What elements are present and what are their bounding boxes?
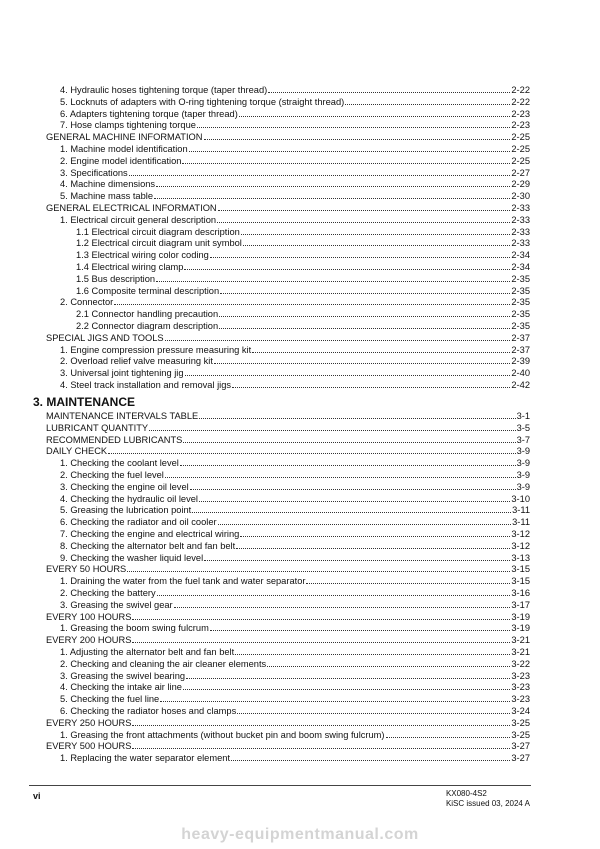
toc-dot-leader — [386, 737, 511, 738]
toc-entry[interactable] — [46, 659, 530, 671]
toc-entry-title: 2. Checking and cleaning the air cleaner elements — [60, 658, 267, 669]
toc-entry-page: 2-25 — [511, 143, 530, 154]
toc-entry[interactable] — [46, 564, 530, 576]
toc-dot-leader — [182, 163, 510, 164]
toc-entry[interactable] — [46, 505, 530, 517]
toc-dot-leader — [241, 234, 511, 235]
toc-dot-leader — [165, 340, 511, 341]
toc-entry[interactable] — [46, 380, 530, 392]
toc-entry-page: 3-27 — [511, 741, 530, 752]
toc-dot-leader — [160, 701, 510, 702]
toc-entry[interactable] — [46, 179, 530, 191]
toc-entry-page: 2-25 — [511, 132, 530, 143]
toc-maintenance-list — [46, 411, 530, 765]
toc-dot-leader — [268, 92, 510, 93]
toc-entry-title: MAINTENANCE INTERVALS TABLE — [46, 411, 199, 421]
toc-entry-page: 3-9 — [516, 481, 530, 492]
toc-entry[interactable] — [46, 168, 530, 180]
toc-dot-leader — [231, 760, 510, 761]
toc-entry-title: SPECIAL JIGS AND TOOLS — [46, 332, 164, 343]
toc-entry[interactable] — [46, 297, 530, 309]
toc-entry-title: 3. Greasing the swivel bearing — [60, 670, 186, 681]
toc-dot-leader — [190, 489, 516, 490]
toc-dot-leader — [132, 725, 510, 726]
toc-entry-title: 1. Engine compression pressure measuring kit — [60, 344, 252, 355]
toc-entry-page: 3-25 — [511, 729, 530, 740]
toc-continued-list — [46, 85, 530, 392]
toc-dot-leader — [237, 713, 510, 714]
toc-entry[interactable] — [46, 470, 530, 482]
toc-entry[interactable] — [46, 109, 530, 121]
toc-entry[interactable] — [46, 588, 530, 600]
toc-dot-leader — [306, 583, 510, 584]
toc-entry-page: 3-11 — [512, 517, 530, 528]
toc-entry[interactable] — [46, 529, 530, 541]
toc-dot-leader — [220, 293, 510, 294]
toc-entry-page: 3-5 — [516, 422, 530, 433]
toc-entry[interactable] — [46, 144, 530, 156]
toc-dot-leader — [197, 127, 510, 128]
toc-entry[interactable] — [46, 321, 530, 333]
toc-dot-leader — [189, 151, 511, 152]
toc-entry-title: 1.6 Composite terminal description — [76, 285, 220, 296]
toc-entry-title: 1.5 Bus description — [76, 273, 156, 284]
toc-dot-leader — [149, 430, 515, 431]
watermark: heavy-equipmentmanual.com — [181, 826, 419, 843]
toc-entry-title: 1.2 Electrical circuit diagram unit symbol — [76, 238, 242, 249]
toc-dot-leader — [192, 512, 511, 513]
toc-entry-title: 4. Checking the intake air line — [60, 682, 182, 693]
toc-entry[interactable] — [46, 517, 530, 529]
toc-dot-leader — [232, 387, 510, 388]
toc-entry-page: 2-37 — [511, 332, 530, 343]
toc-entry-page: 3-15 — [511, 564, 530, 575]
toc-dot-leader — [156, 186, 510, 187]
toc-entry[interactable] — [46, 682, 530, 694]
toc-entry-title: 7. Checking the engine and electrical wiring — [60, 528, 240, 539]
toc-entry-title: 1. Electrical circuit general description — [60, 214, 217, 225]
toc-entry-page: 2-35 — [511, 320, 530, 331]
toc-entry-page: 3-19 — [511, 623, 530, 634]
toc-entry[interactable] — [46, 85, 530, 97]
toc-entry-title: 2. Overload relief valve measuring kit — [60, 356, 213, 367]
toc-entry[interactable] — [46, 718, 530, 730]
toc-entry[interactable] — [46, 238, 530, 250]
toc-entry[interactable] — [46, 612, 530, 624]
toc-entry-page: 3-19 — [511, 611, 530, 622]
toc-entry-title: 5. Machine mass table — [60, 191, 154, 202]
toc-entry-title: EVERY 250 HOURS — [46, 717, 132, 728]
toc-entry[interactable] — [46, 553, 530, 565]
toc-entry-title: 2. Checking the fuel level — [60, 469, 164, 480]
toc-entry-title: 1. Draining the water from the fuel tank and water separator — [60, 576, 306, 587]
toc-entry-title: 2. Connector — [60, 297, 114, 308]
toc-entry-page: 3-24 — [511, 705, 530, 716]
toc-entry-page: 2-35 — [511, 273, 530, 284]
toc-dot-leader — [204, 139, 511, 140]
toc-entry[interactable] — [46, 671, 530, 683]
toc-dot-leader — [132, 642, 510, 643]
toc-dot-leader — [157, 595, 511, 596]
toc-dot-leader — [129, 175, 511, 176]
toc-entry-page: 2-25 — [511, 155, 530, 166]
toc-dot-leader — [186, 678, 510, 679]
toc-entry-page: 2-22 — [511, 96, 530, 107]
toc-entry[interactable] — [46, 482, 530, 494]
toc-entry[interactable] — [46, 706, 530, 718]
toc-entry-title: 3. Universal joint tightening jig — [60, 368, 184, 379]
toc-entry-page: 2-35 — [511, 297, 530, 308]
toc-entry-title: 4. Steel track installation and removal jigs — [60, 379, 232, 390]
toc-entry-title: 2.2 Connector diagram description — [76, 320, 219, 331]
toc-dot-leader — [239, 116, 511, 117]
toc-entry-title: 1.3 Electrical wiring color coding — [76, 250, 209, 261]
toc-entry-page: 3-11 — [512, 505, 530, 516]
toc-entry[interactable] — [46, 333, 530, 345]
toc-entry[interactable] — [46, 274, 530, 286]
toc-entry[interactable] — [46, 694, 530, 706]
toc-entry-page: 3-23 — [511, 694, 530, 705]
toc-entry[interactable] — [46, 368, 530, 380]
toc-dot-leader — [217, 222, 510, 223]
toc-entry-page: 2-27 — [511, 167, 530, 178]
toc-entry[interactable] — [46, 286, 530, 298]
toc-entry[interactable] — [46, 120, 530, 132]
toc-entry[interactable] — [46, 203, 530, 215]
footer-doc-info — [446, 789, 530, 808]
toc-entry-page: 3-9 — [516, 469, 530, 480]
toc-entry[interactable] — [46, 647, 530, 659]
toc-dot-leader — [218, 524, 511, 525]
toc-entry[interactable] — [46, 156, 530, 168]
toc-entry-page: 3-12 — [511, 540, 530, 551]
toc-dot-leader — [165, 477, 516, 478]
toc-entry-page: 2-30 — [511, 191, 530, 202]
toc-dot-leader — [127, 571, 510, 572]
toc-entry-title: 1. Machine model identification — [60, 143, 188, 154]
toc-entry-title: RECOMMENDED LUBRICANTS — [46, 434, 183, 445]
toc-entry-title: 4. Machine dimensions — [60, 179, 156, 190]
toc-entry-title: 5. Locknuts of adapters with O-ring tightening torque (straight thread) — [60, 96, 345, 107]
toc-entry-page: 2-42 — [511, 379, 530, 390]
toc-entry[interactable] — [46, 730, 530, 742]
toc-entry[interactable] — [46, 345, 530, 357]
toc-dot-leader — [199, 418, 515, 419]
toc-entry[interactable] — [46, 356, 530, 368]
toc-dot-leader — [132, 748, 510, 749]
toc-entry-page: 2-22 — [511, 85, 530, 95]
toc-entry-title: EVERY 200 HOURS — [46, 635, 132, 646]
toc-entry-page: 3-13 — [511, 552, 530, 563]
toc-entry[interactable] — [46, 423, 530, 435]
toc-entry-page: 2-23 — [511, 120, 530, 131]
toc-entry[interactable] — [46, 435, 530, 447]
toc-dot-leader — [219, 316, 510, 317]
toc-entry-title: 6. Checking the radiator and oil cooler — [60, 517, 217, 528]
toc-entry-page: 2-37 — [511, 344, 530, 355]
toc-entry[interactable] — [46, 250, 530, 262]
toc-entry-page: 2-34 — [511, 261, 530, 272]
toc-entry-page: 3-21 — [511, 635, 530, 646]
toc-entry-title: 6. Checking the radiator hoses and clamps — [60, 705, 237, 716]
toc-entry-title: 8. Checking the alternator belt and fan belt — [60, 540, 236, 551]
toc-entry-page: 3-17 — [511, 599, 530, 610]
toc-dot-leader — [210, 257, 511, 258]
toc-entry-page: 3-12 — [511, 528, 530, 539]
toc-entry-page: 2-33 — [511, 226, 530, 237]
toc-entry-title: 3. Specifications — [60, 167, 128, 178]
toc-entry-page: 2-33 — [511, 202, 530, 213]
toc-entry-title: GENERAL MACHINE INFORMATION — [46, 132, 203, 143]
toc-entry[interactable] — [46, 600, 530, 612]
toc-entry[interactable] — [46, 576, 530, 588]
toc-dot-leader — [185, 375, 511, 376]
toc-entry[interactable] — [46, 494, 530, 506]
toc-entry-page: 2-39 — [511, 356, 530, 367]
toc-entry-page: 3-7 — [516, 434, 530, 445]
toc-entry-title: 1. Replacing the water separator element — [60, 753, 231, 764]
toc-entry-page: 2-33 — [511, 214, 530, 225]
toc-entry-page: 3-22 — [511, 658, 530, 669]
footer-divider — [29, 785, 531, 786]
toc-entry-title: 5. Greasing the lubrication point — [60, 505, 192, 516]
toc-dot-leader — [183, 442, 515, 443]
toc-entry-page: 3-23 — [511, 670, 530, 681]
toc-dot-leader — [235, 654, 510, 655]
toc-entry-page: 2-40 — [511, 368, 530, 379]
toc-dot-leader — [156, 281, 510, 282]
toc-dot-leader — [243, 245, 511, 246]
toc-entry-page: 2-34 — [511, 250, 530, 261]
toc-entry[interactable] — [46, 262, 530, 274]
toc-dot-leader — [132, 619, 510, 620]
toc-entry[interactable] — [46, 97, 530, 109]
toc-entry[interactable] — [46, 309, 530, 321]
toc-dot-leader — [267, 666, 510, 667]
toc-entry-page: 3-21 — [511, 646, 530, 657]
toc-entry-title: 6. Adapters tightening torque (taper thread) — [60, 108, 238, 119]
toc-entry-page: 2-29 — [511, 179, 530, 190]
doc-code: KX080-4S2 — [445, 789, 487, 798]
toc-entry[interactable] — [46, 215, 530, 227]
toc-entry-title: 3. Checking the engine oil level — [60, 481, 189, 492]
toc-entry[interactable] — [46, 458, 530, 470]
toc-entry[interactable] — [46, 446, 530, 458]
toc-entry-page: 3-1 — [516, 411, 530, 421]
toc-entry-title: 1. Checking the coolant level — [60, 458, 179, 469]
toc-dot-leader — [210, 630, 511, 631]
toc-entry-title: 1.4 Electrical wiring clamp — [76, 261, 184, 272]
toc-entry[interactable] — [46, 191, 530, 203]
toc-entry-title: 2. Engine model identification — [60, 155, 182, 166]
toc-entry-title: 2. Checking the battery — [60, 587, 156, 598]
toc-entry[interactable] — [46, 623, 530, 635]
toc-entry[interactable] — [46, 227, 530, 239]
toc-entry-page: 3-25 — [511, 717, 530, 728]
toc-dot-leader — [199, 501, 510, 502]
toc-entry-page: 3-27 — [511, 753, 530, 764]
toc-entry-title: 3. Greasing the swivel gear — [60, 599, 173, 610]
toc-entry-page: 3-10 — [511, 493, 530, 504]
toc-entry-page: 2-23 — [511, 108, 530, 119]
toc-dot-leader — [180, 465, 516, 466]
toc-entry-title: 4. Hydraulic hoses tightening torque (taper thread) — [60, 85, 268, 95]
toc-dot-leader — [236, 548, 510, 549]
toc-entry-page: 2-35 — [511, 309, 530, 320]
toc-entry[interactable] — [46, 541, 530, 553]
toc-entry-page: 3-9 — [516, 458, 530, 469]
toc-entry-page: 3-9 — [516, 446, 530, 457]
toc-entry-title: LUBRICANT QUANTITY — [46, 422, 149, 433]
toc-dot-leader — [345, 104, 510, 105]
toc-entry-page: 2-33 — [511, 238, 530, 249]
toc-entry-title: EVERY 500 HOURS — [46, 741, 132, 752]
toc-entry[interactable] — [46, 741, 530, 753]
toc-entry-page: 2-35 — [511, 285, 530, 296]
toc-entry-title: 2.1 Connector handling precaution — [76, 309, 219, 320]
toc-entry[interactable] — [46, 753, 530, 765]
page-number: vi — [33, 791, 41, 801]
toc-dot-leader — [219, 328, 510, 329]
toc-entry-title: 1.1 Electrical circuit diagram description — [76, 226, 240, 237]
toc-entry-title: GENERAL ELECTRICAL INFORMATION — [46, 202, 217, 213]
toc-dot-leader — [184, 269, 510, 270]
toc-dot-leader — [240, 536, 510, 537]
toc-dot-leader — [204, 560, 510, 561]
toc-dot-leader — [174, 607, 511, 608]
toc-dot-leader — [183, 689, 510, 690]
toc-dot-leader — [108, 453, 515, 454]
toc-entry[interactable] — [46, 132, 530, 144]
toc-dot-leader — [214, 363, 510, 364]
toc-entry-title: EVERY 50 HOURS — [46, 564, 127, 575]
toc-dot-leader — [252, 352, 510, 353]
toc-entry[interactable] — [46, 635, 530, 647]
toc-entry-page: 3-15 — [511, 576, 530, 587]
toc-entry-title: 5. Checking the fuel line — [60, 694, 160, 705]
toc-entry-title: 9. Checking the washer liquid level — [60, 552, 204, 563]
toc-entry-title: 7. Hose clamps tightening torque — [60, 120, 196, 131]
toc-dot-leader — [114, 304, 510, 305]
toc-entry-title: EVERY 100 HOURS — [46, 611, 132, 622]
toc-dot-leader — [154, 198, 510, 199]
issue-info: KiSC issued 03, 2024 A — [445, 798, 530, 808]
toc-entry-title: 4. Checking the hydraulic oil level — [60, 493, 198, 504]
section-heading-maintenance: 3. MAINTENANCE — [33, 395, 136, 409]
toc-entry-title: 1. Greasing the front attachments (without bucket pin and boom swing fulcrum) — [60, 729, 385, 740]
toc-entry[interactable] — [46, 411, 530, 423]
toc-entry-title: 1. Greasing the boom swing fulcrum — [60, 623, 209, 634]
toc-entry-page: 3-23 — [511, 682, 530, 693]
toc-dot-leader — [218, 210, 511, 211]
toc-entry-title: 1. Adjusting the alternator belt and fan belt — [60, 646, 235, 657]
toc-entry-page: 3-16 — [511, 587, 530, 598]
toc-entry-title: DAILY CHECK — [46, 446, 108, 457]
